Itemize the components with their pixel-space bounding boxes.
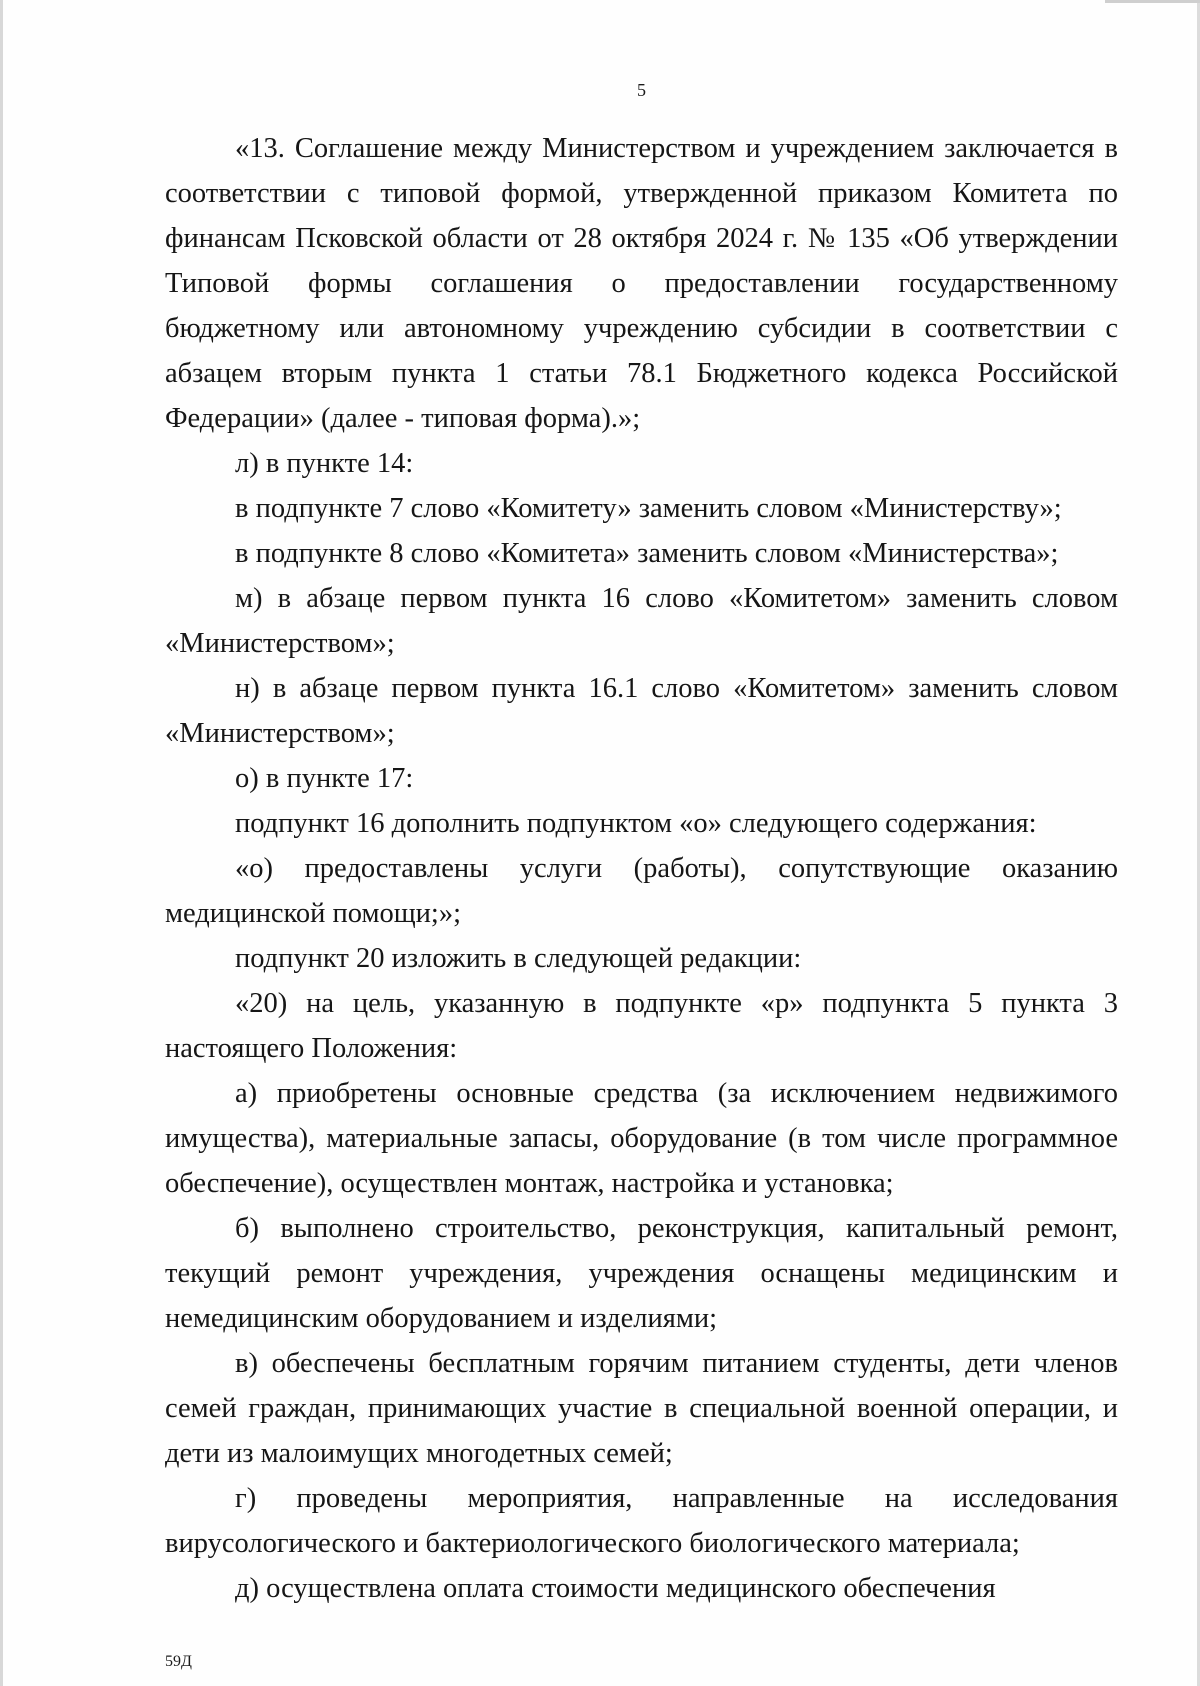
paragraph-subpoint-8: в подпункте 8 слово «Комитета» заменить словом «Министерства»; (235, 538, 1059, 569)
document-body (165, 126, 1118, 1611)
paragraph-a: а) приобретены основные средства (за исключением недвижимого имущества), материальные запасы, оборудование (в том числе программное обеспечение), осуществлен монтаж, настройка и установка; (165, 1078, 1118, 1199)
paragraph-g: г) проведены мероприятия, направленные на исследования вирусологического и бактериологического биологического материала; (165, 1483, 1118, 1559)
paragraph-o: о) в пункте 17: (235, 763, 414, 794)
paragraph-subpoint-16: подпункт 16 дополнить подпунктом «о» следующего содержания: (235, 808, 1037, 839)
paragraph-m: м) в абзаце первом пункта 16 слово «Комитетом» заменить словом «Министерством»; (165, 583, 1118, 659)
paragraph-l: л) в пункте 14: (235, 448, 414, 479)
paragraph-o-quote: «о) предоставлены услуги (работы), сопутствующие оказанию медицинской помощи;»; (165, 853, 1118, 929)
scan-edge-left (0, 0, 3, 1686)
paragraph-v: в) обеспечены бесплатным горячим питанием студенты, дети членов семей граждан, принимающих участие в специальной военной операции, и дети из малоимущих многодетных семей; (165, 1348, 1118, 1469)
paragraph-13: «13. Соглашение между Министерством и учреждением заключается в соответствии с типовой формой, утвержденной приказом Комитета по финансам Псковской области от 28 октября 2024 г. № 135 «Об утверждении Типовой формы соглашения о предоставлении государственному бюджетному или автономному учреждению субсидии в соответствии с абзацем вторым пункта 1 статьи 78.1 Бюджетного кодекса Российской Федерации» (далее - типовая форма).»; (165, 133, 1118, 434)
paragraph-d: д) осуществлена оплата стоимости медицинского обеспечения (235, 1573, 996, 1604)
paragraph-subpoint-20: подпункт 20 изложить в следующей редакции: (235, 943, 802, 974)
paragraph-b: б) выполнено строительство, реконструкция, капитальный ремонт, текущий ремонт учреждения, учреждения оснащены медицинским и немедицинским оборудованием и изделиями; (165, 1213, 1118, 1334)
scan-edge-top (1105, 0, 1200, 3)
paragraph-n: н) в абзаце первом пункта 16.1 слово «Комитетом» заменить словом «Министерством»; (165, 673, 1118, 749)
footer-code: 59Д (165, 1653, 192, 1670)
paragraph-subpoint-7: в подпункте 7 слово «Комитету» заменить словом «Министерству»; (235, 493, 1062, 524)
paragraph-20-quote: «20) на цель, указанную в подпункте «р» подпункта 5 пункта 3 настоящего Положения: (165, 988, 1118, 1064)
page-number: 5 (637, 80, 646, 100)
